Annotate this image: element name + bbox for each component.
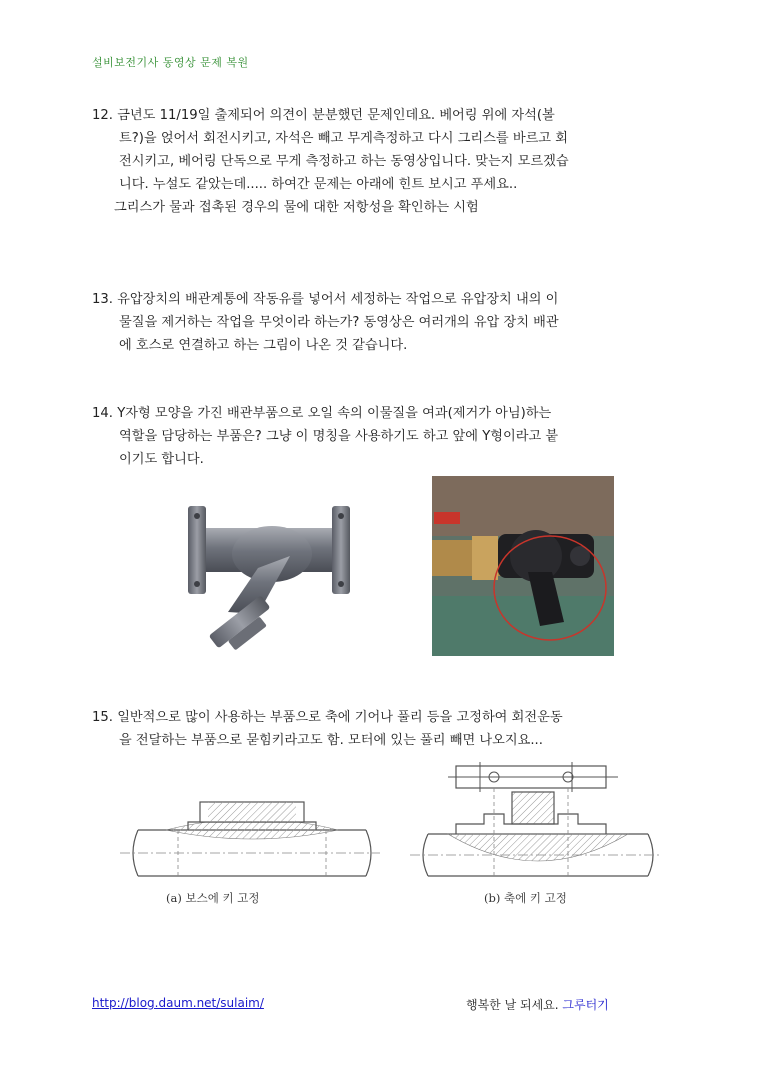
question-line: 14. Y자형 모양을 가진 배관부품으로 오일 속의 이물질을 여과(제거가 아님)하는 xyxy=(92,406,552,421)
document-header: 설비보전기사 동영상 문제 복원 xyxy=(92,56,249,69)
question-line: 트?)을 얹어서 회전시키고, 자석은 빼고 무게측정하고 다시 그리스를 바르고 회 xyxy=(119,131,568,146)
footer-message: 행복한 날 되세요. 그루터기 xyxy=(466,998,609,1012)
question-line: 물질을 제거하는 작업을 무엇이라 하는가? 동영상은 여러개의 유압 장치 배관 xyxy=(119,315,559,330)
question-12 xyxy=(92,104,652,219)
blog-link[interactable]: http://blog.daum.net/sulaim/ xyxy=(92,996,264,1010)
question-line: 역할을 담당하는 부품은? 그냥 이 명칭을 사용하기도 하고 앞에 Y형이라고 붙 xyxy=(119,429,559,444)
diagram-b xyxy=(410,762,662,905)
diagram-b-caption: (b) 축에 키 고정 xyxy=(484,891,567,905)
diagram-a xyxy=(120,802,380,905)
question-hint: 그리스가 물과 접촉된 경우의 물에 대한 저항성을 확인하는 시험 xyxy=(114,200,479,215)
question-line: 13. 유압장치의 배관계통에 작동유를 넣어서 세정하는 작업으로 유압장치 내의 이 xyxy=(92,292,559,307)
signature: 그루터기 xyxy=(562,998,609,1012)
question-13 xyxy=(92,288,652,357)
question-line: 니다. 누설도 같았는데..... 하여간 문제는 아래에 힌트 보시고 푸세요.. xyxy=(119,177,518,192)
question-line: 이기도 합니다. xyxy=(119,452,204,467)
question-line: 에 호스로 연결하고 하는 그림이 나온 것 같습니다. xyxy=(119,338,408,353)
question-line: 을 전달하는 부품으로 묻힘키라고도 함. 모터에 있는 풀리 빼면 나오지요... xyxy=(119,733,543,748)
question-line: 15. 일반적으로 많이 사용하는 부품으로 축에 기어나 풀리 등을 고정하여 회전운동 xyxy=(92,710,563,725)
y-strainer-illustration xyxy=(180,496,360,658)
question-15 xyxy=(92,706,652,752)
question-line: 전시키고, 베어링 단독으로 무게 측정하고 하는 동영상입니다. 맞는지 모르겠습 xyxy=(119,154,569,169)
diagram-a-caption: (a) 보스에 키 고정 xyxy=(166,891,260,905)
installed-strainer-photo xyxy=(432,476,614,656)
question-14 xyxy=(92,402,652,471)
key-fixing-diagrams xyxy=(118,758,662,914)
question-line: 12. 금년도 11/19일 출제되어 의견이 분분했던 문제인데요. 베어링 위에 자석(볼 xyxy=(92,108,555,123)
